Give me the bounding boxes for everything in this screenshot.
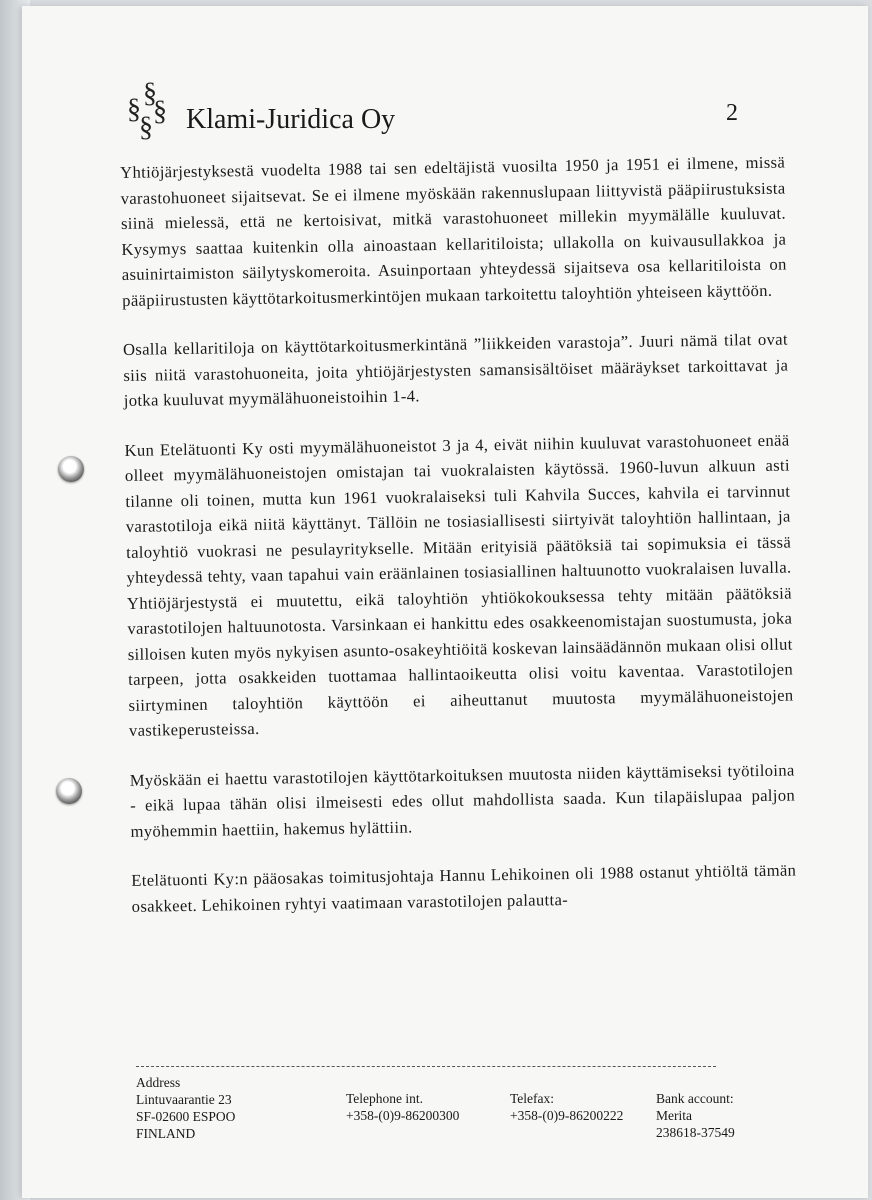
footer-bank — [656, 1090, 735, 1141]
paragraph: Yhtiöjärjestyksestä vuodelta 1988 tai sen edeltäjistä vuosilta 1950 ja 1951 ei ilmene, missä varastohuoneet sijaitsevat. Se ei ilmene myöskään rakennuslupaan liittyvistä pääpiirustuksista siinä mielessä, että ne kertoisivat, mitkä varastohuoneet millekin myymälälle kuuluvat. Kysymys saattaa kuitenkin olla ainoastaan kellaritiloista; ullakolla on kuivausullakkoa ja asuinirtaimiston säilytyskomeroita. Asuinportaan yhteydessä sijaitseva osa kellaritiloista on pääpiirustusten käyttötarkoitusmerkintöjen mukaan tarkoitettu taloyhtiön yhteiseen käyttöön. — [120, 152, 787, 310]
section-sign-logo: § § § § — [127, 78, 167, 143]
telephone-number: +358-(0)9-86200300 — [346, 1108, 460, 1123]
telephone-label: Telephone int. — [346, 1091, 424, 1106]
telefax-label: Telefax: — [510, 1091, 555, 1106]
bank-account-number: 238618-37549 — [656, 1125, 735, 1140]
address-label: Address — [136, 1075, 181, 1090]
paragraph: Myöskään ei haettu varastotilojen käyttötarkoituksen muutosta niiden käyttämiseksi työtiloina - eikä lupaa tähän olisi ilmeisesti edes ollut mahdollista saada. Kun tilapäislupaa paljon myöhemmin haettiin, hakemus hylättiin. — [129, 759, 796, 841]
footer-address — [136, 1074, 235, 1142]
footer-telefax — [510, 1090, 623, 1124]
footer-telephone — [346, 1090, 459, 1124]
page-number: 2 — [726, 100, 738, 126]
address-city: SF-02600 ESPOO — [136, 1109, 236, 1124]
paragraph: Etelätuonti Ky:n pääosakas toimitusjohtaja Hannu Lehikoinen oli 1988 ostanut yhtiöltä tämän osakkeet. Lehikoinen ryhtyi vaatimaan varastotilojen palautta- — [131, 860, 797, 916]
punch-hole-top — [58, 456, 84, 482]
letter-body — [120, 150, 797, 943]
telefax-number: +358-(0)9-86200222 — [510, 1108, 624, 1123]
paragraph: Osalla kellaritiloja on käyttötarkoitusmerkintänä ”liikkeiden varastoja”. Juuri nämä tilat ovat siis niitä varastohuoneita, joita yhtiöjärjestysten samansisältöiset määräykset tarkoittavat ja jotka kuuluvat myymälähuoneistoihin 1-4. — [122, 329, 789, 410]
address-country: FINLAND — [136, 1126, 196, 1141]
address-street: Lintuvaarantie 23 — [136, 1092, 232, 1107]
footer-divider — [136, 1066, 716, 1067]
bank-name: Merita — [656, 1108, 692, 1123]
punch-hole-bottom — [56, 778, 82, 804]
bank-label: Bank account: — [656, 1091, 734, 1106]
paragraph: Kun Etelätuonti Ky osti myymälähuoneistot 3 ja 4, eivät niihin kuuluvat varastohuoneet enää olleet myymälähuoneistojen omistajan tai vuokralaisten käytössä. 1960-luvun alkuun asti tilanne oli toinen, mutta kun 1961 vuokralaiseksi tuli Kahvila Succes, kahvila ei tarvinnut varastotiloja eikä niitä käyttänyt. Tällöin ne tosiasiallisesti siirtyivät taloyhtiön hallintaan, ja taloyhtiö vuokrasi ne pesulayritykselle. Mitään erityisiä päätöksiä tai sopimuksia ei tässä yhteydessä tehty, vaan tapahui vain eräänlainen tosiasiallinen haltuunotto vuokralaisen luvalla. Yhtiöjärjestystä ei muutettu, eikä taloyhtiön yhtiökokouksessa tehty mitään päätöksiä varastotilojen haltuunotosta. Varsinkaan ei hankittu edes osakkeenomistajan suostumusta, joka silloisen kuten myös nykyisen asunto-osakeyhtiöitä koskevan lainsäädännön mukaan olisi ollut tarpeen, jotta osakkeiden tuottamaa hallintaoikeutta olisi voitu kaventaa. Varastotilojen siirtyminen taloyhtiön käyttöön ei aiheuttanut muutosta myymälähuoneistojen vastikeperusteissa. — [124, 430, 794, 740]
company-name: Klami-Juridica Oy — [186, 104, 396, 135]
